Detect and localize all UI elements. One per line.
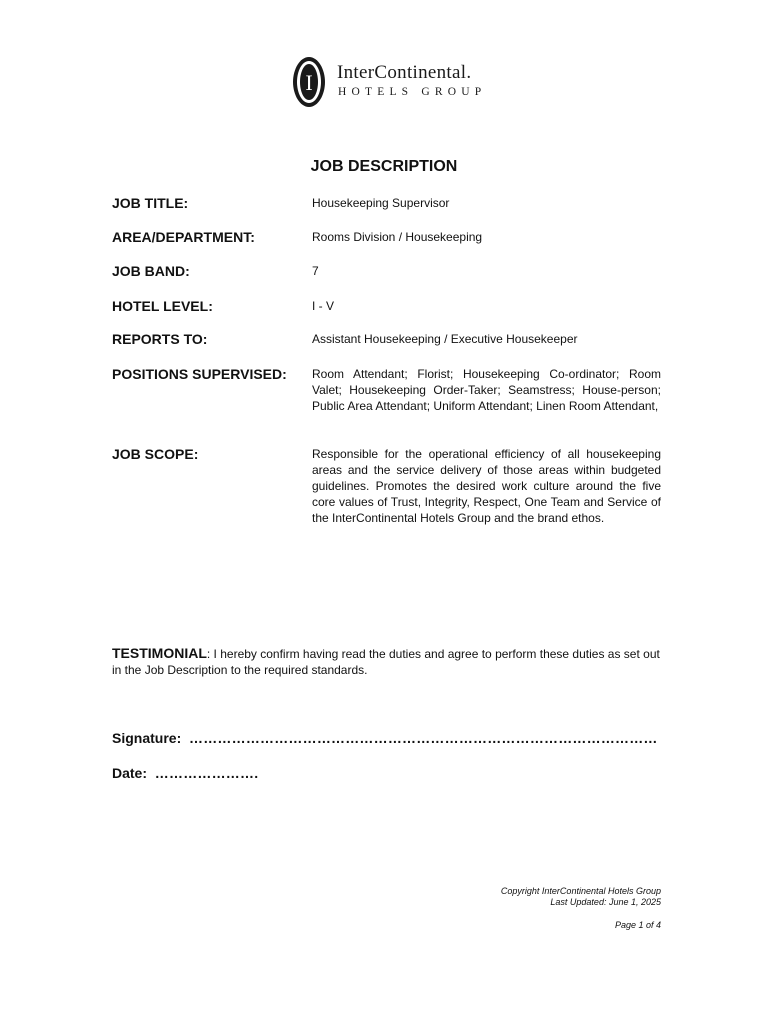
- footer-page-number: Page 1 of 4: [614, 920, 661, 930]
- brand-name: InterContinental.: [337, 62, 472, 83]
- date-field: ………………….: [154, 765, 259, 781]
- reports-to-label: REPORTS TO:: [112, 331, 208, 347]
- job-scope-label: JOB SCOPE:: [112, 446, 199, 462]
- job-scope-value: Responsible for the operational efficiency of all housekeeping areas and the service delivery of those areas within budgeted guidelines. Promotes the desired work culture around the five core values of Trust, Integrity, Respect, One Team and Service of the InterContinental Hotels Group and the brand ethos.: [312, 447, 661, 525]
- date-label: Date:: [112, 765, 148, 781]
- job-band-label: JOB BAND:: [112, 263, 190, 279]
- job-title-label: JOB TITLE:: [112, 195, 189, 211]
- testimonial-label: TESTIMONIAL: [112, 645, 207, 661]
- job-band-value: 7: [312, 264, 319, 278]
- positions-supervised-value: Room Attendant; Florist; Housekeeping Co-ordinator; Room Valet; Housekeeping Order-Taker; Seamstress; House-person; Public Area Attendant; Uniform Attendant; Linen Room Attendant,: [312, 367, 661, 413]
- svg-text:I: I: [305, 70, 313, 95]
- signature-line: [112, 729, 658, 747]
- reports-to-value: Assistant Housekeeping / Executive Housekeeper: [312, 332, 578, 346]
- company-logo: [292, 56, 522, 108]
- area-department-value: Rooms Division / Housekeeping: [312, 230, 483, 244]
- footer-copyright: Copyright InterContinental Hotels Group: [500, 886, 661, 896]
- testimonial: [112, 645, 661, 678]
- footer-last-updated: Last Updated: June 1, 2025: [550, 897, 661, 907]
- signature-label: Signature:: [112, 730, 182, 746]
- testimonial-text: : I hereby confirm having read the duties and agree to perform these duties as set out in the Job Description to the required standards.: [112, 647, 660, 677]
- hotel-level-label: HOTEL LEVEL:: [112, 298, 213, 314]
- area-department-label: AREA/DEPARTMENT:: [112, 229, 255, 245]
- date-line: [112, 764, 258, 782]
- positions-supervised-label: POSITIONS SUPERVISED:: [112, 366, 287, 382]
- brand-group: HOTELS GROUP: [338, 86, 487, 98]
- hotel-level-value: I - V: [312, 299, 335, 313]
- page-title: JOB DESCRIPTION: [310, 158, 458, 175]
- signature-field: ………………………………………………………………………………………: [189, 730, 658, 746]
- job-title-value: Housekeeping Supervisor: [312, 196, 450, 210]
- ihg-emblem-icon: [292, 56, 326, 108]
